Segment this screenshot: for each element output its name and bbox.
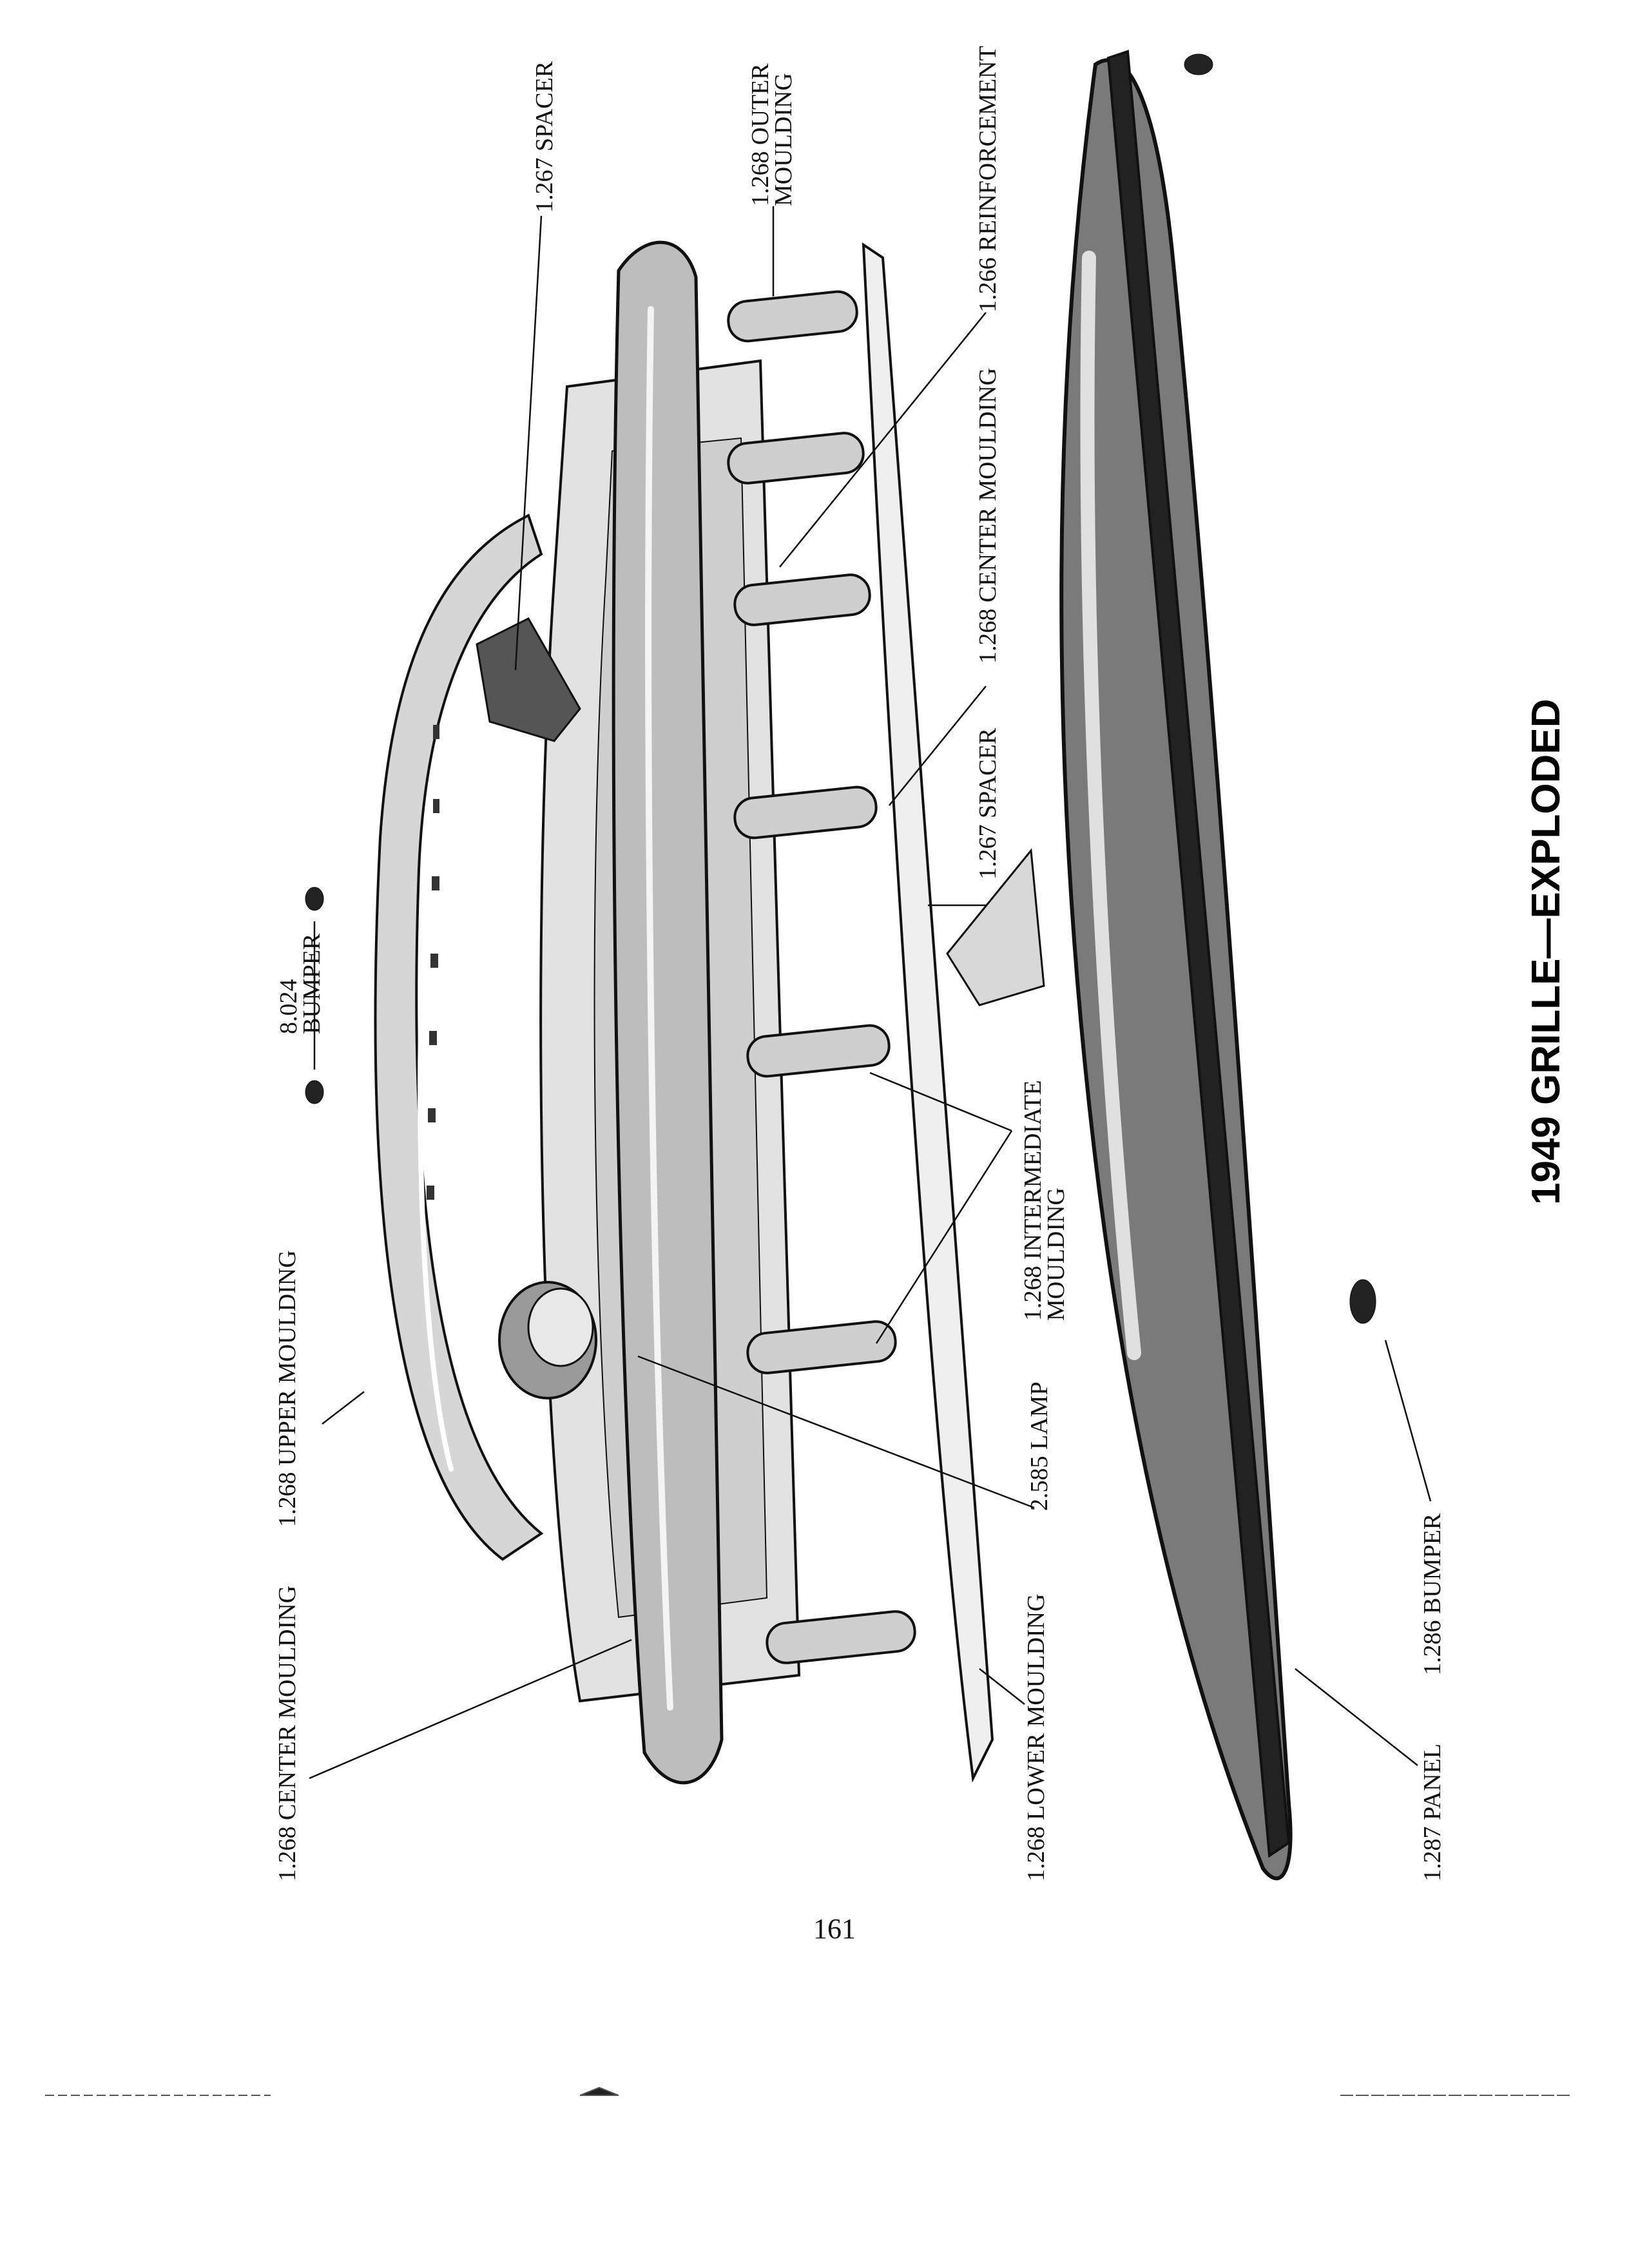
- label-outer-line2: MOULDING: [770, 73, 797, 206]
- label-bumper-1286: 1.286 BUMPER: [1419, 1513, 1446, 1675]
- label-intermediate-line1: 1.268 INTERMEDIATE: [1019, 1080, 1046, 1321]
- label-outer-moulding: [747, 57, 797, 206]
- label-panel: 1.287 PANEL: [1419, 1744, 1446, 1881]
- label-center-moulding-left: 1.268 CENTER MOULDING: [274, 1585, 301, 1881]
- label-bumper-8024: [275, 933, 325, 1034]
- diagram-title: 1949 GRILLE—EXPLODED: [1524, 698, 1568, 1205]
- label-center-moulding-right: 1.268 CENTER MOULDING: [974, 367, 1001, 664]
- label-reinforcement: 1.266 REINFORCEMENT: [974, 46, 1001, 312]
- label-lower-moulding: 1.268 LOWER MOULDING: [1023, 1593, 1050, 1881]
- label-bumper-8024-line2: BUMPER: [298, 933, 325, 1034]
- label-intermediate-moulding: [1019, 1074, 1070, 1321]
- label-upper-moulding: 1.268 UPPER MOULDING: [274, 1250, 301, 1527]
- label-outer-line1: 1.268 OUTER: [747, 63, 774, 206]
- lamp-shape: [499, 1282, 596, 1398]
- page-number: 161: [813, 1913, 856, 1945]
- scan-marks: [45, 2088, 1572, 2095]
- grille-artwork: [305, 52, 1376, 1878]
- label-spacer-mid: 1.267 SPACER: [974, 727, 1001, 879]
- label-spacer-top: 1.267 SPACER: [531, 61, 558, 213]
- label-bumper-8024-line1: 8.024: [275, 979, 302, 1034]
- label-intermediate-line2: MOULDING: [1043, 1187, 1070, 1321]
- lower-moulding-shape: [863, 245, 992, 1778]
- label-lamp: 2.585 LAMP: [1026, 1381, 1053, 1511]
